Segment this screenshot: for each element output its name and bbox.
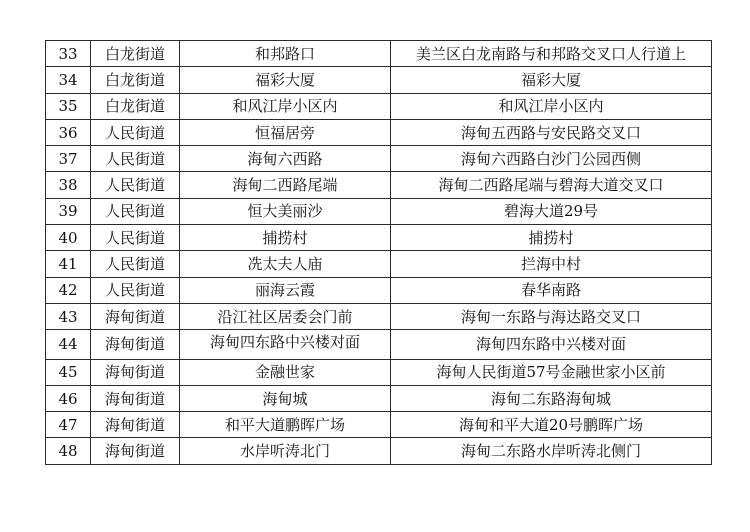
location-name: 和风江岸小区内 xyxy=(180,93,391,119)
location-name: 恒大美丽沙 xyxy=(180,198,391,224)
location-name: 冼太夫人庙 xyxy=(180,251,391,277)
street-name: 人民街道 xyxy=(91,198,180,224)
row-number: 40 xyxy=(46,225,91,251)
street-name: 人民街道 xyxy=(91,119,180,145)
table-row xyxy=(46,385,712,411)
location-name: 恒福居旁 xyxy=(180,119,391,145)
location-name: 海甸六西路 xyxy=(180,146,391,172)
row-number: 43 xyxy=(46,303,91,329)
table-body xyxy=(46,41,712,465)
table-row xyxy=(46,41,712,67)
street-name: 人民街道 xyxy=(91,225,180,251)
location-name: 海甸二西路尾端 xyxy=(180,172,391,198)
row-number: 35 xyxy=(46,93,91,119)
table-row xyxy=(46,172,712,198)
table-row xyxy=(46,359,712,385)
street-name: 海甸街道 xyxy=(91,303,180,329)
row-number: 41 xyxy=(46,251,91,277)
street-name: 海甸街道 xyxy=(91,359,180,385)
table-row xyxy=(46,93,712,119)
row-number: 46 xyxy=(46,385,91,411)
row-number: 38 xyxy=(46,172,91,198)
row-number: 42 xyxy=(46,277,91,303)
location-address: 美兰区白龙南路与和邦路交叉口人行道上 xyxy=(391,41,712,67)
table-row xyxy=(46,330,712,359)
street-name: 海甸街道 xyxy=(91,438,180,464)
location-name: 和邦路口 xyxy=(180,41,391,67)
row-number: 48 xyxy=(46,438,91,464)
location-address: 拦海中村 xyxy=(391,251,712,277)
street-name: 人民街道 xyxy=(91,251,180,277)
row-number: 44 xyxy=(46,330,91,359)
location-name: 沿江社区居委会门前 xyxy=(180,303,391,329)
street-name: 人民街道 xyxy=(91,172,180,198)
table-row xyxy=(46,146,712,172)
street-name: 白龙街道 xyxy=(91,41,180,67)
table-row xyxy=(46,119,712,145)
row-number: 37 xyxy=(46,146,91,172)
row-number: 36 xyxy=(46,119,91,145)
location-address: 海甸六西路白沙门公园西侧 xyxy=(391,146,712,172)
table-row xyxy=(46,67,712,93)
table-row xyxy=(46,251,712,277)
location-address: 海甸五西路与安民路交叉口 xyxy=(391,119,712,145)
table-row xyxy=(46,225,712,251)
location-address: 福彩大厦 xyxy=(391,67,712,93)
street-name: 海甸街道 xyxy=(91,330,180,359)
location-address: 海甸二东路海甸城 xyxy=(391,385,712,411)
location-address: 海甸二西路尾端与碧海大道交叉口 xyxy=(391,172,712,198)
location-address: 海甸二东路水岸听涛北侧门 xyxy=(391,438,712,464)
location-table-container xyxy=(45,40,707,465)
street-name: 海甸街道 xyxy=(91,412,180,438)
table-row xyxy=(46,277,712,303)
table-row xyxy=(46,412,712,438)
street-name: 人民街道 xyxy=(91,277,180,303)
table-row xyxy=(46,303,712,329)
street-name: 海甸街道 xyxy=(91,385,180,411)
street-name: 白龙街道 xyxy=(91,67,180,93)
location-address: 春华南路 xyxy=(391,277,712,303)
location-address: 海甸四东路中兴楼对面 xyxy=(391,330,712,359)
location-name: 金融世家 xyxy=(180,359,391,385)
location-name: 福彩大厦 xyxy=(180,67,391,93)
row-number: 33 xyxy=(46,41,91,67)
table-row xyxy=(46,198,712,224)
location-address: 海甸人民街道57号金融世家小区前 xyxy=(391,359,712,385)
street-name: 人民街道 xyxy=(91,146,180,172)
location-name: 海甸城 xyxy=(180,385,391,411)
location-address: 海甸一东路与海达路交叉口 xyxy=(391,303,712,329)
location-name: 海甸四东路中兴楼对面 xyxy=(180,330,391,359)
row-number: 39 xyxy=(46,198,91,224)
location-name: 捕捞村 xyxy=(180,225,391,251)
location-address: 捕捞村 xyxy=(391,225,712,251)
row-number: 45 xyxy=(46,359,91,385)
location-address: 碧海大道29号 xyxy=(391,198,712,224)
location-name: 水岸听涛北门 xyxy=(180,438,391,464)
location-address: 海甸和平大道20号鹏晖广场 xyxy=(391,412,712,438)
location-name: 丽海云霞 xyxy=(180,277,391,303)
table-row xyxy=(46,438,712,464)
street-name: 白龙街道 xyxy=(91,93,180,119)
row-number: 34 xyxy=(46,67,91,93)
location-name: 和平大道鹏晖广场 xyxy=(180,412,391,438)
row-number: 47 xyxy=(46,412,91,438)
location-table xyxy=(45,40,712,465)
location-address: 和风江岸小区内 xyxy=(391,93,712,119)
